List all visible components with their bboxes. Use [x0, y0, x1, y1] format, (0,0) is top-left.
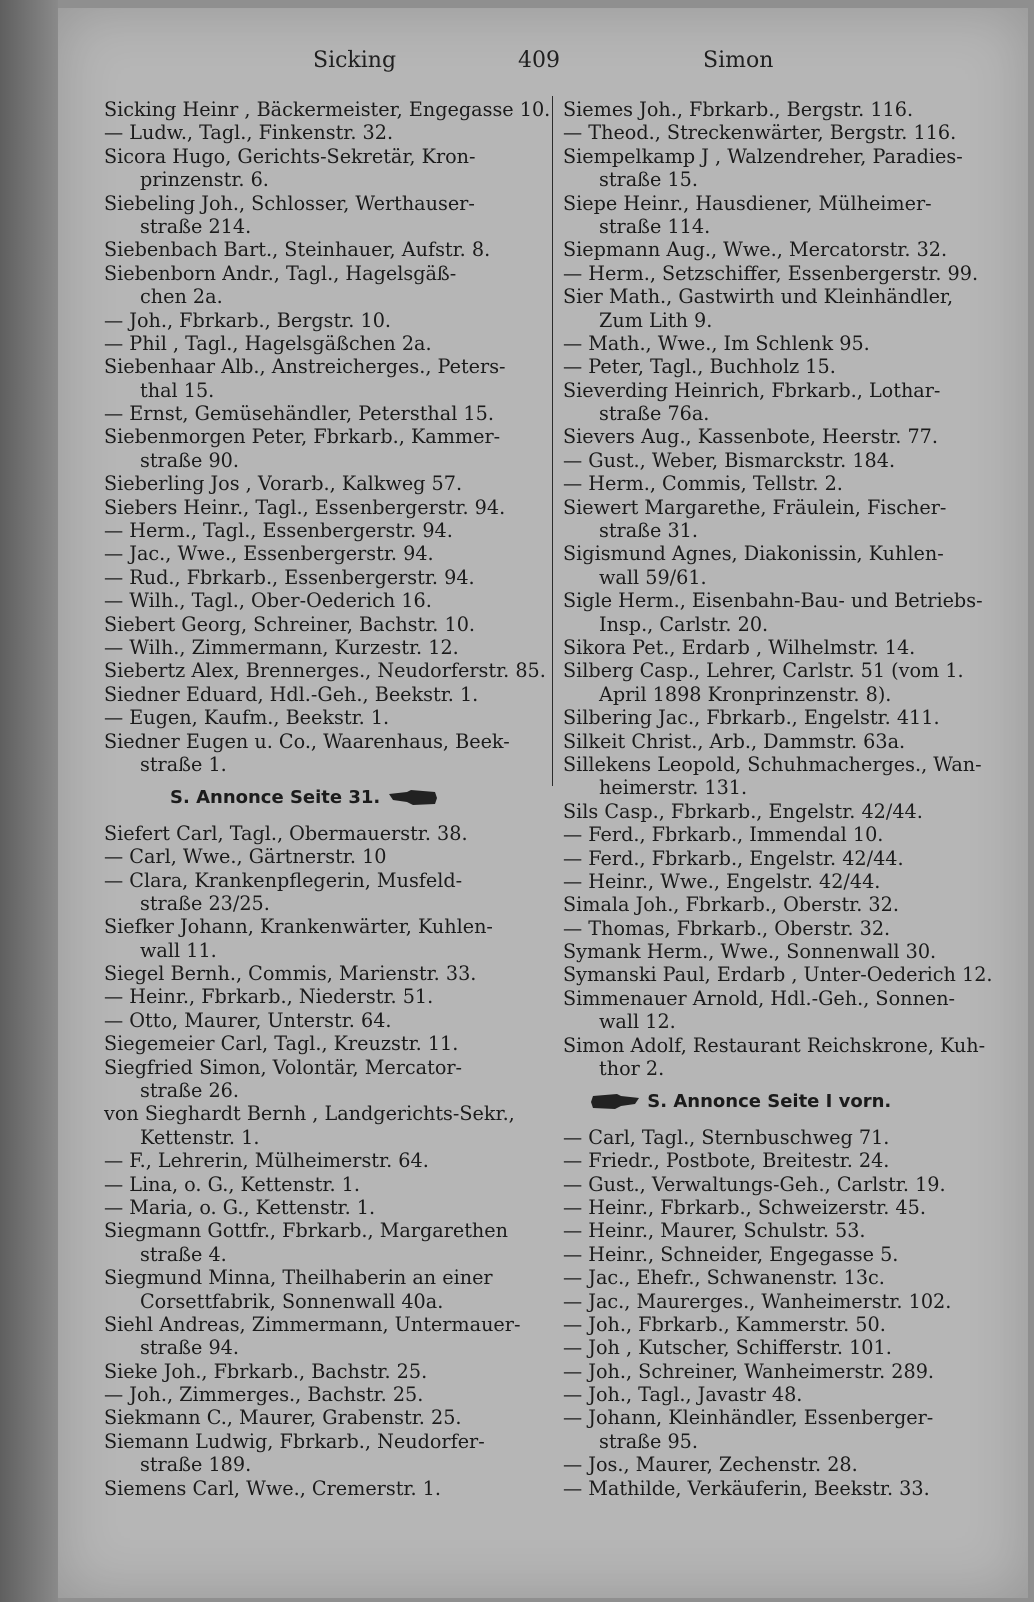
directory-entry: — Carl, Wwe., Gärtnerstr. 10 [104, 845, 387, 869]
directory-entry: — Heinr., Wwe., Engelstr. 42/44. [563, 869, 881, 893]
directory-entry: Siemann Ludwig, Fbrkarb., Neudorfer- [104, 1429, 485, 1453]
directory-entry: Siemens Carl, Wwe., Cremerstr. 1. [104, 1476, 441, 1500]
directory-entry: Siebenborn Andr., Tagl., Hagelsgäß- [104, 261, 457, 285]
directory-entry: Sicking Heinr , Bäckermeister, Engegasse 10. [104, 98, 551, 121]
directory-entry: — Gust., Verwaltungs-Geh., Carlstr. 19. [563, 1172, 946, 1196]
directory-entry: Silberg Casp., Lehrer, Carlstr. 51 (vom 1. [563, 659, 964, 683]
directory-entry: Siegel Bernh., Commis, Marienstr. 33. [104, 962, 477, 986]
column-divider [552, 96, 553, 786]
entry-continuation: wall 59/61. [599, 565, 707, 589]
directory-entry: Siefker Johann, Krankenwärter, Kuhlen- [104, 915, 493, 939]
directory-entry: — F., Lehrerin, Mülheimerstr. 64. [104, 1149, 429, 1173]
directory-entry: Sigle Herm., Eisenbahn-Bau- und Betriebs- [563, 589, 983, 613]
directory-entry: — Wilh., Tagl., Ober-Oederich 16. [104, 589, 432, 613]
entry-continuation: prinzenstr. 6. [140, 168, 269, 192]
directory-entry: Siebers Heinr., Tagl., Essenbergerstr. 94. [104, 495, 506, 519]
directory-entry: — Jac., Wwe., Essenbergerstr. 94. [104, 542, 434, 566]
entry-continuation: straße 114. [599, 214, 711, 238]
directory-entry: Sicora Hugo, Gerichts-Sekretär, Kron- [104, 144, 476, 168]
directory-entry: — Thomas, Fbrkarb., Oberstr. 32. [563, 916, 891, 940]
directory-entry: — Eugen, Kaufm., Beekstr. 1. [104, 706, 390, 730]
directory-entry: — Herm., Tagl., Essenbergerstr. 94. [104, 519, 453, 543]
right-entries [563, 98, 993, 1080]
left-annonce-text: S. Annonce Seite 31. [170, 787, 381, 809]
directory-entry: — Jos., Maurer, Zechenstr. 28. [563, 1453, 858, 1477]
entry-continuation: straße 189. [140, 1453, 252, 1477]
directory-entry: Silbering Jac., Fbrkarb., Engelstr. 411. [563, 706, 940, 730]
directory-entry: von Sieghardt Bernh , Landgerichts-Sekr., [104, 1102, 515, 1126]
directory-entry: Symank Herm., Wwe., Sonnenwall 30. [563, 940, 937, 964]
directory-entry: Sieke Joh., Fbrkarb., Bachstr. 25. [104, 1359, 428, 1383]
entry-continuation: straße 90. [140, 448, 239, 472]
directory-entry: — Johann, Kleinhändler, Essenberger- [563, 1406, 934, 1430]
directory-entry: — Lina, o. G., Kettenstr. 1. [104, 1172, 360, 1196]
directory-entry: Siehl Andreas, Zimmermann, Untermauer- [104, 1312, 521, 1336]
directory-entry: — Joh., Schreiner, Wanheimerstr. 289. [563, 1359, 935, 1383]
entry-continuation: April 1898 Kronprinzenstr. 8). [599, 682, 892, 706]
pointing-hand-icon [589, 1092, 641, 1112]
directory-entry: Siempelkamp J , Walzendreher, Paradies- [563, 144, 963, 168]
entry-continuation: straße 31. [599, 519, 698, 543]
directory-entry: — Gust., Weber, Bismarckstr. 184. [563, 448, 896, 472]
directory-entry: Siebenbach Bart., Steinhauer, Aufstr. 8. [104, 238, 491, 262]
entry-continuation: wall 12. [599, 1010, 676, 1034]
directory-entry: Siekmann C., Maurer, Grabenstr. 25. [104, 1406, 462, 1430]
entry-continuation: straße 214. [140, 214, 252, 238]
entry-continuation: thal 15. [140, 378, 215, 402]
right-entries-continued [563, 1126, 993, 1500]
directory-entry: Siegmann Gottfr., Fbrkarb., Margarethen [104, 1219, 509, 1243]
entry-continuation: straße 1. [140, 752, 227, 776]
right-annonce-text: S. Annonce Seite I vorn. [647, 1091, 892, 1113]
directory-entry: — Joh., Fbrkarb., Bergstr. 10. [104, 308, 392, 332]
directory-entry: — Peter, Tagl., Buchholz 15. [563, 355, 836, 379]
directory-entry: — Mathilde, Verkäuferin, Beekstr. 33. [563, 1476, 930, 1500]
left-entries [104, 98, 551, 776]
entry-continuation: straße 23/25. [140, 891, 270, 915]
entry-continuation: Corsettfabrik, Sonnenwall 40a. [140, 1289, 444, 1313]
directory-entry: Siebert Georg, Schreiner, Bachstr. 10. [104, 612, 476, 636]
directory-entry: — Heinr., Fbrkarb., Niederstr. 51. [104, 985, 434, 1009]
directory-entry: — Theod., Streckenwärter, Bergstr. 116. [563, 121, 957, 145]
directory-entry: — Joh., Fbrkarb., Kammerstr. 50. [563, 1312, 886, 1336]
directory-entry: — Herm., Setzschiffer, Essenbergerstr. 99. [563, 261, 979, 285]
directory-entry: Siedner Eugen u. Co., Waarenhaus, Beek- [104, 729, 510, 753]
directory-entry: — Maria, o. G., Kettenstr. 1. [104, 1195, 376, 1219]
directory-entry: — Joh , Kutscher, Schifferstr. 101. [563, 1336, 892, 1360]
left-column [104, 98, 551, 1500]
directory-entry: Sils Casp., Fbrkarb., Engelstr. 42/44. [563, 799, 923, 823]
directory-entry: — Jac., Maurerges., Wanheimerstr. 102. [563, 1289, 952, 1313]
directory-entry: — Ferd., Fbrkarb., Immendal 10. [563, 823, 884, 847]
directory-entry: Silkeit Christ., Arb., Dammstr. 63a. [563, 729, 906, 753]
directory-entry: Simmenauer Arnold, Hdl.-Geh., Sonnen- [563, 986, 956, 1010]
directory-entry: — Heinr., Fbrkarb., Schweizerstr. 45. [563, 1195, 926, 1219]
directory-entry: Sieberling Jos , Vorarb., Kalkweg 57. [104, 472, 463, 496]
directory-entry: Siebenhaar Alb., Anstreicherges., Peters- [104, 355, 506, 379]
entry-continuation: thor 2. [599, 1057, 665, 1081]
entry-continuation: Zum Lith 9. [599, 308, 713, 332]
directory-entry: — Clara, Krankenpflegerin, Musfeld- [104, 868, 463, 892]
entry-continuation: heimerstr. 131. [599, 776, 748, 800]
directory-entry: — Friedr., Postbote, Breitestr. 24. [563, 1149, 890, 1173]
entry-continuation: straße 4. [140, 1242, 227, 1266]
directory-entry: Sievers Aug., Kassenbote, Heerstr. 77. [563, 425, 938, 449]
header-right-word: Simon [703, 48, 774, 73]
entry-continuation: Insp., Carlstr. 20. [599, 612, 769, 636]
directory-entry: Siegmund Minna, Theilhaberin an einer [104, 1266, 493, 1290]
header-left-word: Sicking [313, 48, 397, 73]
entry-continuation: straße 76a. [599, 402, 710, 426]
left-annonce [104, 786, 544, 809]
directory-entry: Siebertz Alex, Brennerges., Neudorferstr. 85. [104, 659, 546, 683]
directory-entry: Siebenmorgen Peter, Fbrkarb., Kammer- [104, 425, 501, 449]
directory-entry: Sillekens Leopold, Schuhmacherges., Wan- [563, 752, 982, 776]
page-gutter-shadow [0, 0, 58, 1602]
directory-entry: Siegfried Simon, Volontär, Mercator- [104, 1055, 463, 1079]
directory-entry: — Otto, Maurer, Unterstr. 64. [104, 1008, 392, 1032]
directory-entry: — Joh., Zimmerges., Bachstr. 25. [104, 1383, 424, 1407]
directory-entry: Sier Math., Gastwirth und Kleinhändler, [563, 285, 954, 309]
directory-entry: — Math., Wwe., Im Schlenk 95. [563, 331, 870, 355]
directory-entry: — Heinr., Schneider, Engegasse 5. [563, 1242, 899, 1266]
directory-entry: — Heinr., Maurer, Schulstr. 53. [563, 1219, 866, 1243]
directory-entry: — Ernst, Gemüsehändler, Petersthal 15. [104, 402, 494, 426]
pointing-hand-icon [387, 788, 439, 808]
right-annonce [563, 1090, 993, 1113]
directory-entry: Simon Adolf, Restaurant Reichskrone, Kuh- [563, 1033, 986, 1057]
directory-entry: Sigismund Agnes, Diakonissin, Kuhlen- [563, 542, 944, 566]
entry-continuation: Kettenstr. 1. [140, 1125, 260, 1149]
entry-continuation: straße 95. [599, 1429, 698, 1453]
directory-entry: Siegemeier Carl, Tagl., Kreuzstr. 11. [104, 1032, 459, 1056]
directory-entry: — Wilh., Zimmermann, Kurzestr. 12. [104, 635, 459, 659]
directory-entry: — Rud., Fbrkarb., Essenbergerstr. 94. [104, 565, 475, 589]
directory-entry: — Ludw., Tagl., Finkenstr. 32. [104, 121, 394, 145]
entry-continuation: straße 26. [140, 1079, 239, 1103]
directory-entry: Siedner Eduard, Hdl.-Geh., Beekstr. 1. [104, 682, 479, 706]
left-entries-continued [104, 822, 544, 1500]
directory-entry: — Joh., Tagl., Javastr 48. [563, 1383, 803, 1407]
entry-continuation: straße 15. [599, 168, 698, 192]
page-number: 409 [518, 48, 560, 73]
page-header [58, 48, 1028, 88]
directory-entry: — Herm., Commis, Tellstr. 2. [563, 472, 843, 496]
directory-entry: — Phil , Tagl., Hagelsgäßchen 2a. [104, 331, 432, 355]
entry-continuation: straße 94. [140, 1336, 239, 1360]
directory-entry: Siebeling Joh., Schlosser, Werthauser- [104, 191, 475, 215]
directory-entry: Symanski Paul, Erdarb , Unter-Oederich 12. [563, 963, 993, 987]
directory-entry: Siewert Margarethe, Fräulein, Fischer- [563, 495, 947, 519]
directory-entry: Siepmann Aug., Wwe., Mercatorstr. 32. [563, 238, 948, 262]
directory-entry: — Ferd., Fbrkarb., Engelstr. 42/44. [563, 846, 904, 870]
right-column [563, 98, 993, 1500]
entry-continuation: chen 2a. [140, 285, 223, 309]
directory-entry: Sikora Pet., Erdarb , Wilhelmstr. 14. [563, 635, 916, 659]
directory-entry: — Jac., Ehefr., Schwanenstr. 13c. [563, 1266, 885, 1290]
directory-entry: Siefert Carl, Tagl., Obermauerstr. 38. [104, 821, 468, 845]
directory-entry: Siepe Heinr., Hausdiener, Mülheimer- [563, 191, 932, 215]
directory-entry: — Carl, Tagl., Sternbuschweg 71. [563, 1125, 890, 1149]
directory-entry: Siemes Joh., Fbrkarb., Bergstr. 116. [563, 98, 914, 121]
entry-continuation: wall 11. [140, 938, 217, 962]
directory-entry: Simala Joh., Fbrkarb., Oberstr. 32. [563, 893, 899, 917]
directory-entry: Sieverding Heinrich, Fbrkarb., Lothar- [563, 378, 941, 402]
